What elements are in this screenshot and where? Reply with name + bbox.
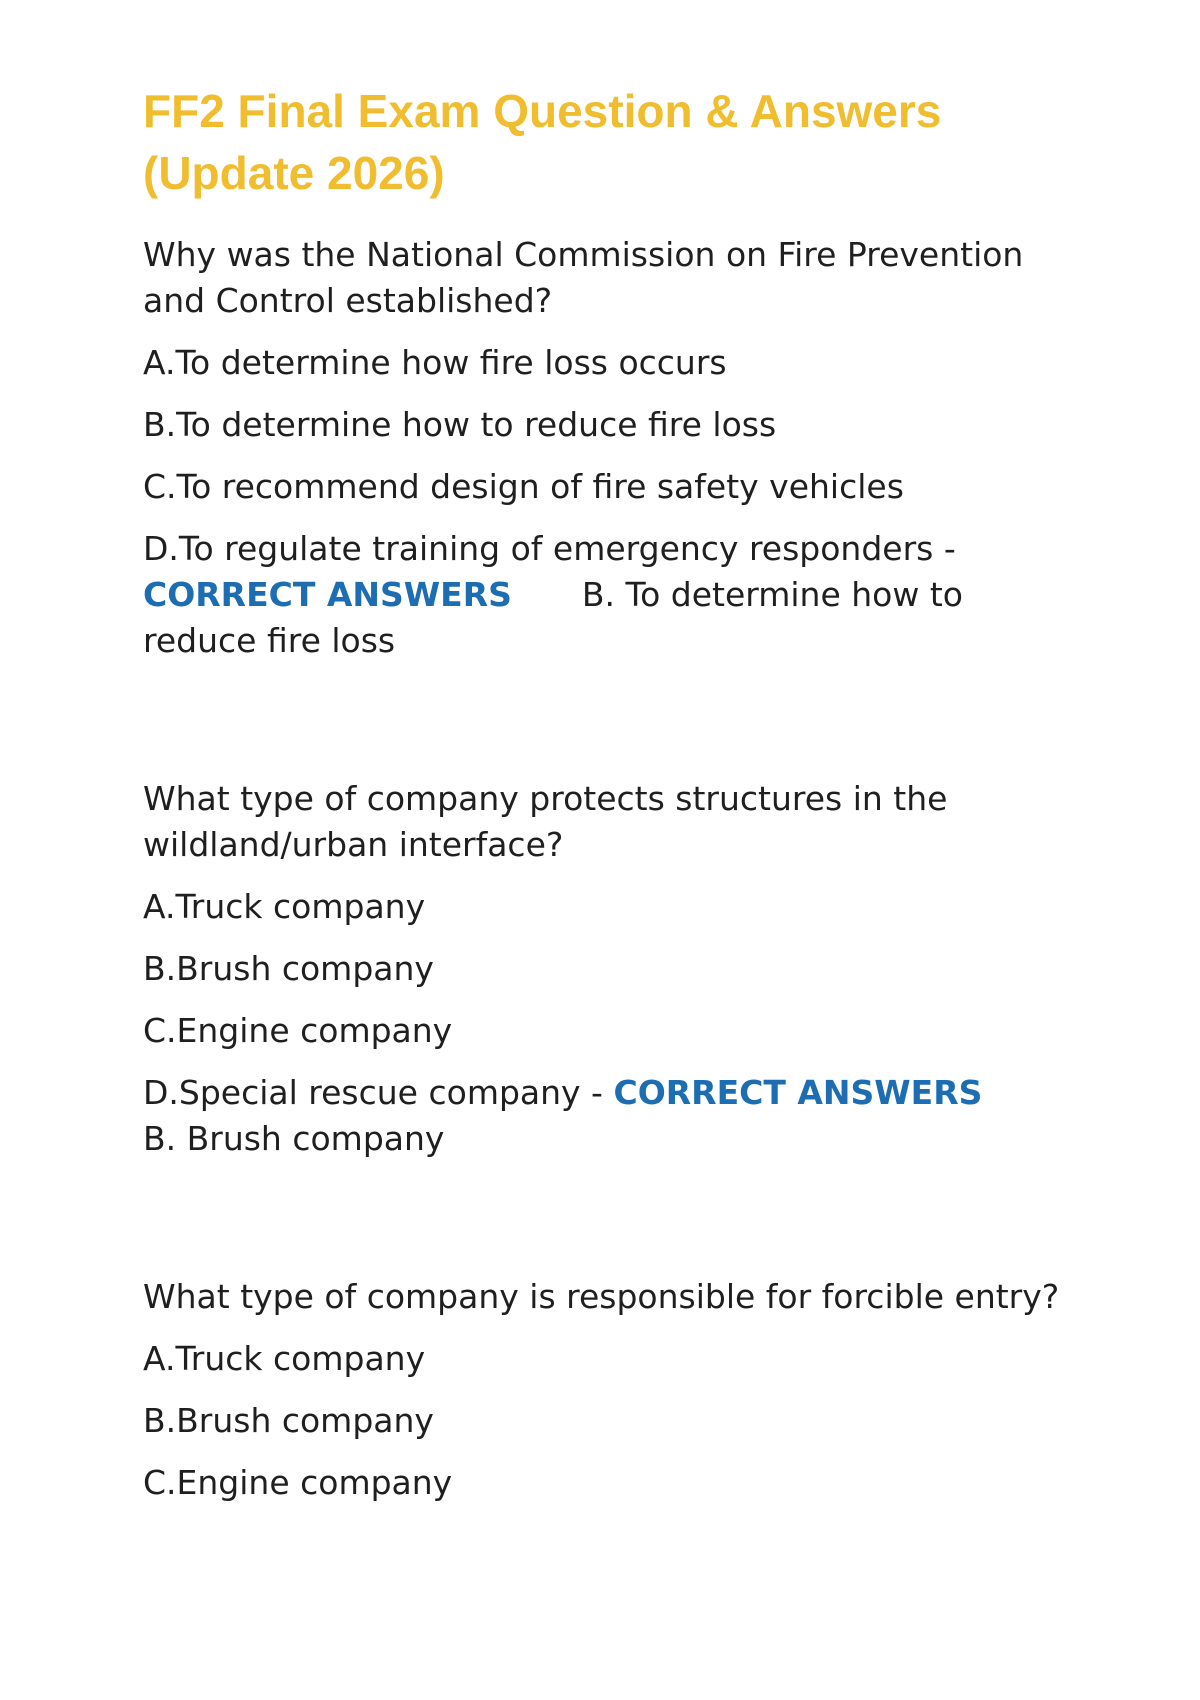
option-b: B.Brush company xyxy=(143,949,434,988)
question-text: Why was the National Commission on Fire Prevention and Control established? xyxy=(143,235,1024,320)
option-c: C.Engine company xyxy=(143,1011,453,1050)
question-text: What type of company is responsible for forcible entry? xyxy=(143,1277,1060,1316)
title-line-1: FF2 Final Exam Question & Answers xyxy=(143,85,942,137)
question-block-2 xyxy=(143,776,1080,1162)
option-b: B.Brush company xyxy=(143,1401,434,1440)
correct-answers-label: CORRECT ANSWERS xyxy=(613,1073,983,1112)
correct-answers-label: CORRECT ANSWERS xyxy=(143,575,512,614)
question-block-3 xyxy=(143,1274,1080,1506)
option-c: C.Engine company xyxy=(143,1463,453,1502)
option-d: D.Special rescue company - xyxy=(143,1073,603,1112)
question-block-1 xyxy=(143,232,1080,664)
option-a: A.Truck company xyxy=(143,887,426,926)
title-line-2: (Update 2026) xyxy=(143,147,445,199)
option-a: A.Truck company xyxy=(143,1339,426,1378)
correct-answer-text: B. Brush company xyxy=(143,1119,445,1158)
option-b: B.To determine how to reduce fire loss xyxy=(143,405,777,444)
question-text: What type of company protects structures in the wildland/urban interface? xyxy=(143,779,948,864)
option-d-with-answer xyxy=(143,526,1080,664)
document-title xyxy=(143,80,1080,204)
option-a: A.To determine how fire loss occurs xyxy=(143,343,727,382)
option-d: D.To regulate training of emergency responders - xyxy=(143,529,956,568)
correct-answer-text: B. To determine how to reduce fire loss xyxy=(143,575,963,660)
option-d-with-answer xyxy=(143,1070,1080,1162)
option-c: C.To recommend design of fire safety vehicles xyxy=(143,467,904,506)
